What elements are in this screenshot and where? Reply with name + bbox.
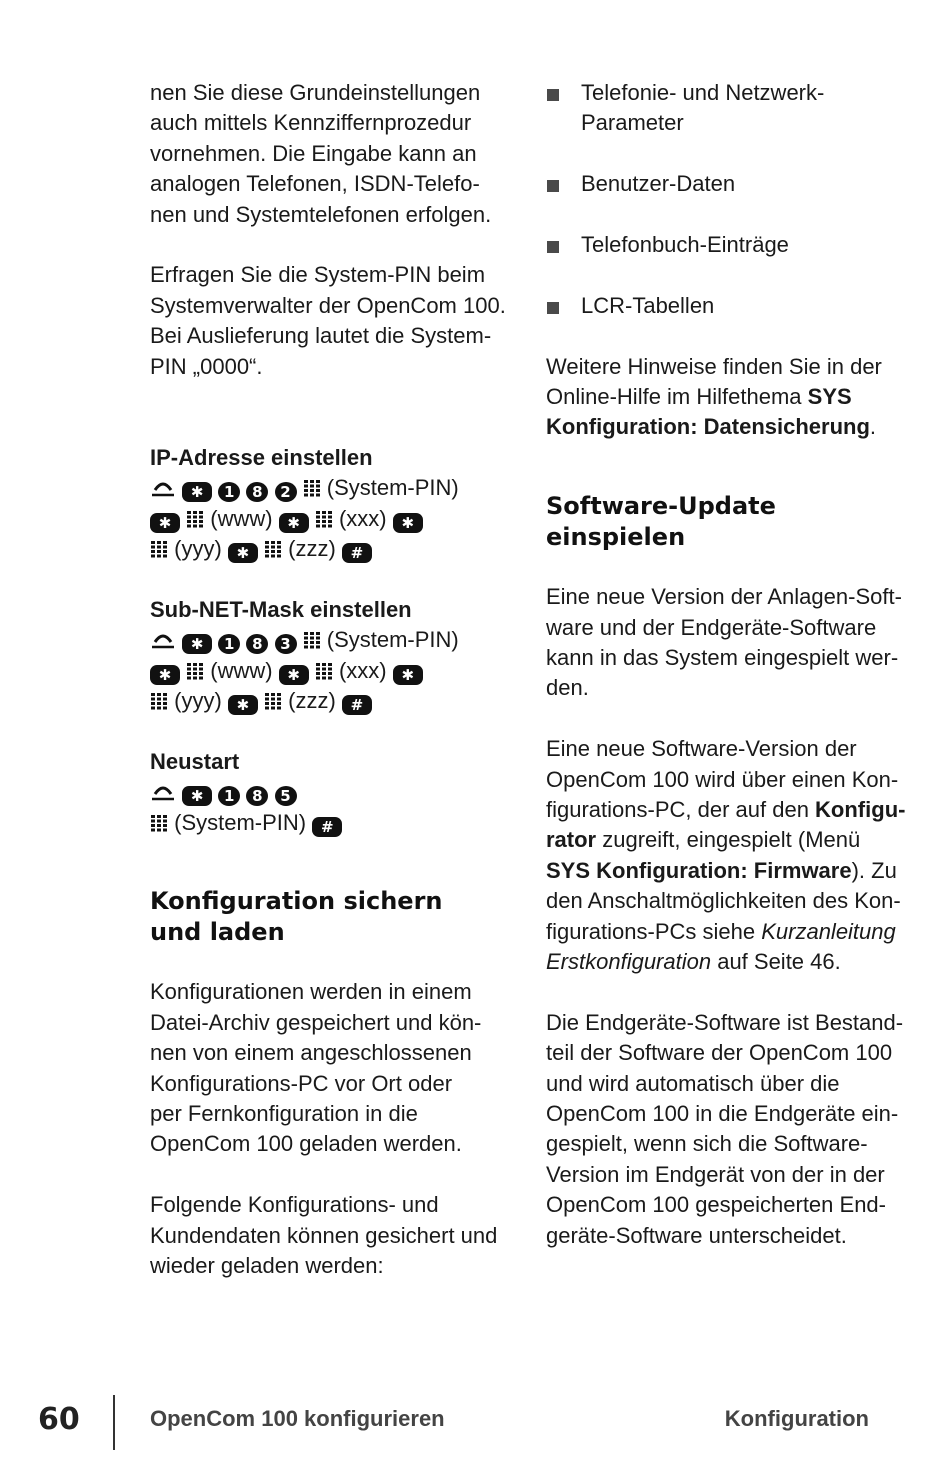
- star-key-icon: ✱: [150, 513, 180, 533]
- bullet-list: [546, 78, 876, 321]
- heading-line: Software-Update: [546, 492, 776, 521]
- list-item-text: Benutzer-Daten: [581, 171, 736, 197]
- pin-label: (System-PIN): [326, 475, 459, 501]
- sequence-line: [150, 808, 480, 838]
- text-line: OpenCom 100 in die Endgeräte ein-: [546, 1101, 899, 1127]
- text-line: Konfigurationen werden in einem: [150, 979, 472, 1005]
- text-run: auf Seite 46.: [711, 949, 841, 975]
- right-column: [546, 78, 906, 1282]
- update-procedure-paragraph: [546, 734, 906, 977]
- text-line: den Anschaltmöglichkeiten des Kon-: [546, 888, 901, 914]
- star-key-icon: ✱: [228, 543, 258, 563]
- text-line: OpenCom 100 gespeicherten End-: [546, 1192, 886, 1218]
- digit-key: 8: [246, 482, 268, 502]
- octet-label: (www): [210, 657, 273, 683]
- list-item-text: LCR-Tabellen: [581, 292, 715, 318]
- footer-section-title: OpenCom 100 konfigurieren: [150, 1406, 445, 1431]
- restart-procedure: [150, 747, 480, 838]
- update-intro-paragraph: [546, 582, 902, 704]
- star-key-icon: ✱: [279, 665, 309, 685]
- digit-key: 1: [218, 786, 240, 806]
- text-line: nen Sie diese Grundeinstellungen: [150, 80, 481, 105]
- keypad-icon: [264, 692, 282, 710]
- text-line: Bei Auslieferung lautet die System-: [150, 323, 492, 349]
- keypad-icon: [303, 631, 321, 649]
- handset-lift-icon: [150, 783, 176, 801]
- text-line: Folgende Konfigurations- und: [150, 1192, 439, 1218]
- menu-reference: Konfiguration: Datensicherung: [546, 414, 870, 440]
- text-line: teil der Software der OpenCom 100: [546, 1040, 893, 1066]
- document-reference: Kurzanleitung: [761, 918, 896, 944]
- text-line: [546, 382, 876, 412]
- text-line: ware und der Endgeräte-Software: [546, 614, 877, 640]
- data-types-paragraph: [150, 1190, 498, 1281]
- handset-lift-icon: [150, 479, 176, 497]
- list-item: [546, 230, 876, 260]
- square-bullet-icon: [547, 302, 559, 314]
- text-line: Eine neue Version der Anlagen-Soft-: [546, 584, 902, 610]
- heading-line: Konfiguration sichern: [150, 887, 443, 916]
- star-key-icon: ✱: [150, 665, 180, 685]
- text-run: figurations-PCs siehe: [546, 918, 762, 944]
- pin-label: (System-PIN): [174, 809, 307, 835]
- list-item: [546, 169, 876, 199]
- octet-label: (zzz): [288, 536, 336, 562]
- octet-label: (xxx): [338, 657, 387, 683]
- star-key-icon: ✱: [393, 665, 423, 685]
- text-line: Erfragen Sie die System-PIN beim: [150, 262, 486, 288]
- pin-label: (System-PIN): [326, 627, 459, 653]
- text-line: Weitere Hinweise finden Sie in der: [546, 353, 882, 379]
- list-item-text: Parameter: [581, 110, 684, 136]
- sequence-line: [150, 473, 480, 503]
- text-line: per Fernkonfiguration in die: [150, 1100, 418, 1126]
- text-line: kann in das System eingespielt wer-: [546, 645, 899, 671]
- text-line: auch mittels Kennziffernprozedur: [150, 110, 472, 136]
- sequence-line: [150, 686, 480, 716]
- backup-paragraph: [150, 977, 480, 1159]
- text-line: [546, 856, 897, 886]
- text-line: [546, 917, 896, 947]
- list-item-text: Telefonbuch-Einträge: [581, 232, 789, 257]
- text-run: .: [869, 414, 877, 440]
- heading-line: einspielen: [546, 523, 686, 552]
- sequence-line: [150, 656, 480, 686]
- square-bullet-icon: [547, 180, 559, 192]
- restart-heading: Neustart: [150, 748, 240, 774]
- text-line: Eine neue Software-Version der: [546, 736, 857, 762]
- text-line: gespielt, wenn sich die Software-: [546, 1131, 868, 1157]
- sequence-line: [150, 625, 480, 655]
- digit-key: 1: [218, 634, 240, 654]
- text-line: Version im Endgerät von der in der: [546, 1161, 885, 1187]
- star-key-icon: ✱: [228, 695, 258, 715]
- ip-address-procedure: [150, 443, 480, 565]
- sequence-line: [150, 534, 480, 564]
- keypad-icon: [315, 662, 333, 680]
- handset-lift-icon: [150, 631, 176, 649]
- keypad-icon: [186, 662, 204, 680]
- star-key-icon: ✱: [182, 482, 212, 502]
- text-run: Online-Hilfe im Hilfethema: [546, 384, 808, 409]
- ip-address-heading: IP-Adresse einstellen: [150, 444, 373, 470]
- subnet-mask-procedure: [150, 595, 480, 717]
- keypad-icon: [150, 540, 168, 558]
- spacer: [546, 473, 876, 491]
- octet-label: (zzz): [288, 687, 336, 713]
- text-run: ). Zu: [851, 857, 897, 883]
- left-column: [150, 78, 506, 1312]
- hash-key-icon: #: [342, 543, 372, 563]
- text-line: Systemverwalter der OpenCom 100.: [150, 292, 506, 318]
- system-pin-paragraph: [150, 260, 506, 382]
- footer-chapter-title: Konfiguration: [724, 1406, 869, 1431]
- hash-key-icon: #: [342, 695, 372, 715]
- subnet-mask-heading: Sub-NET-Mask einstellen: [150, 596, 412, 622]
- digit-key: 1: [218, 482, 240, 502]
- text-line: PIN „0000“.: [150, 353, 263, 379]
- text-line: [546, 795, 906, 825]
- square-bullet-icon: [547, 89, 559, 101]
- digit-key: 2: [275, 482, 297, 502]
- menu-reference: Konfigu-: [815, 797, 906, 823]
- text-line: den.: [546, 675, 589, 701]
- text-line: [546, 412, 876, 442]
- text-line: [546, 825, 876, 855]
- star-key-icon: ✱: [393, 513, 423, 533]
- menu-reference: SYS: [807, 384, 852, 409]
- text-line: wieder geladen werden:: [150, 1252, 384, 1278]
- sequence-line: [150, 504, 480, 534]
- star-key-icon: ✱: [182, 634, 212, 654]
- text-run: figurations-PC, der auf den: [546, 797, 816, 823]
- text-line: OpenCom 100 wird über einen Kon-: [546, 766, 899, 792]
- terminal-software-paragraph: [546, 1008, 904, 1251]
- text-line: OpenCom 100 geladen werden.: [150, 1131, 462, 1157]
- text-line: vornehmen. Die Eingabe kann an: [150, 140, 477, 166]
- digit-key: 8: [246, 786, 268, 806]
- section-heading-software-update: [546, 491, 876, 553]
- keypad-icon: [264, 540, 282, 558]
- digit-key: 5: [275, 786, 297, 806]
- text-line: und wird automatisch über die: [546, 1070, 840, 1096]
- keypad-icon: [303, 479, 321, 497]
- footer-divider: [113, 1395, 115, 1450]
- menu-reference: rator: [546, 827, 597, 853]
- star-key-icon: ✱: [279, 513, 309, 533]
- digit-key: 8: [246, 634, 268, 654]
- octet-label: (yyy): [174, 687, 222, 713]
- star-key-icon: ✱: [182, 786, 212, 806]
- keypad-icon: [186, 510, 204, 528]
- text-line: [546, 947, 876, 977]
- text-line: nen von einem angeschlossenen: [150, 1040, 472, 1066]
- intro-paragraph: [150, 78, 492, 230]
- spacer: [150, 868, 480, 886]
- keypad-icon: [150, 692, 168, 710]
- keypad-icon: [315, 510, 333, 528]
- text-line: Kundendaten können gesichert und: [150, 1222, 498, 1248]
- text-line: Die Endgeräte-Software ist Bestand-: [546, 1009, 904, 1035]
- text-line: Konfigurations-PC vor Ort oder: [150, 1070, 453, 1096]
- text-line: Datei-Archiv gespeichert und kön-: [150, 1009, 482, 1035]
- digit-key: 3: [275, 634, 297, 654]
- text-line: geräte-Software unterscheidet.: [546, 1222, 847, 1248]
- text-line: analogen Telefonen, ISDN-Telefo-: [150, 171, 480, 197]
- section-heading-backup: [150, 886, 480, 948]
- text-line: nen und Systemtelefonen erfolgen.: [150, 201, 492, 227]
- list-item: [546, 291, 876, 321]
- square-bullet-icon: [547, 241, 559, 253]
- octet-label: (yyy): [174, 536, 222, 562]
- page-number: 60: [38, 1402, 80, 1437]
- help-paragraph: [546, 352, 882, 443]
- sequence-line: [150, 777, 480, 807]
- document-reference: Erstkonfiguration: [546, 949, 712, 975]
- heading-line: und laden: [150, 918, 285, 947]
- text-run: zugreift, eingespielt (Menü: [596, 827, 861, 853]
- menu-reference: SYS Konfiguration: Firmware: [546, 857, 852, 883]
- keypad-icon: [150, 814, 168, 832]
- octet-label: (www): [210, 505, 273, 531]
- hash-key-icon: #: [312, 817, 342, 837]
- spacer: [150, 412, 480, 442]
- list-item-text: Telefonie- und Netzwerk-: [581, 80, 825, 105]
- list-item: [546, 78, 876, 139]
- octet-label: (xxx): [338, 505, 387, 531]
